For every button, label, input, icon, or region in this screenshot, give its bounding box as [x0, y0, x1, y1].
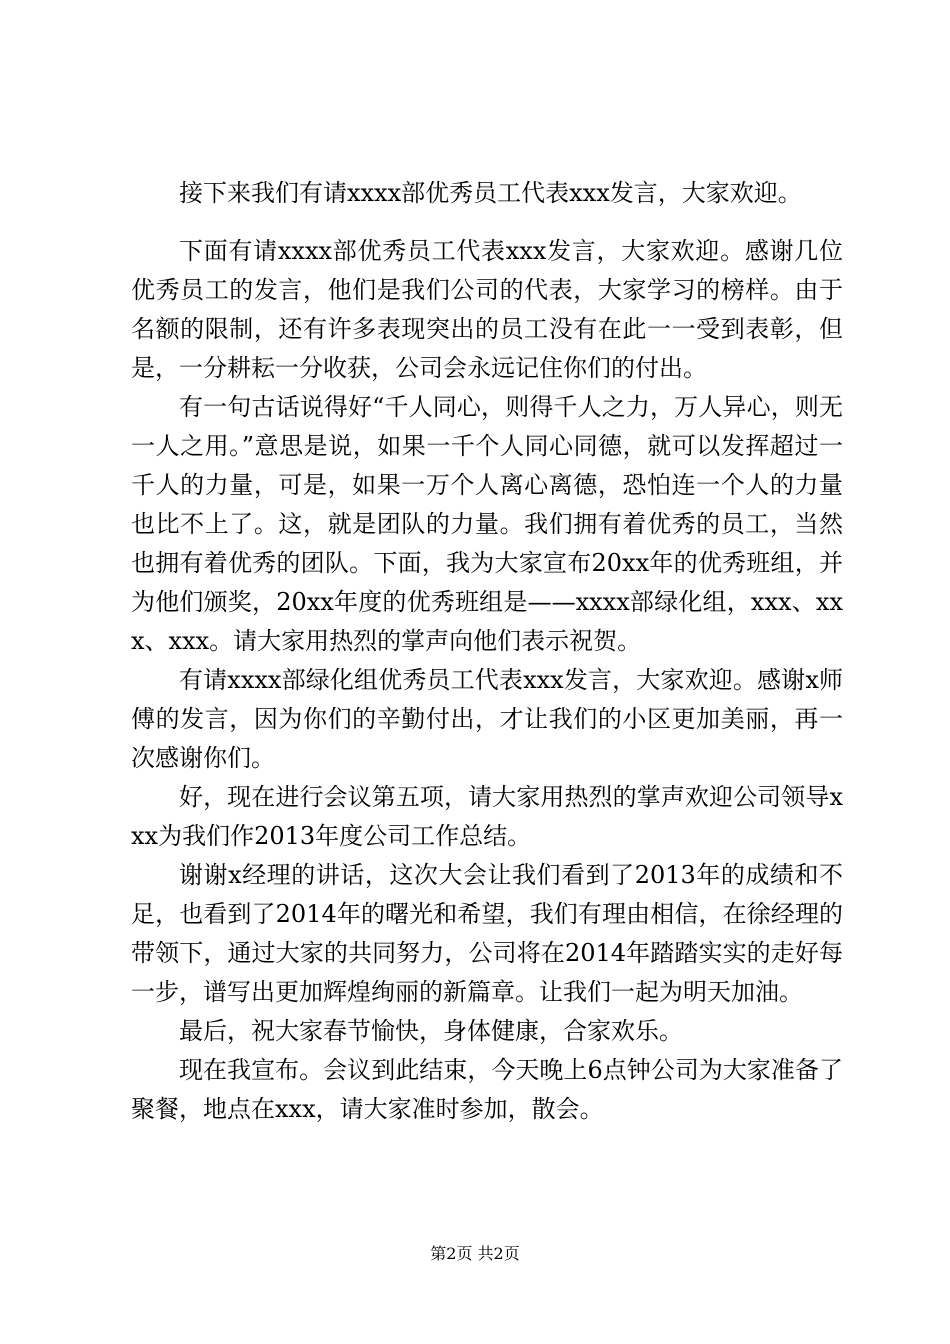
- paragraph: 有请xxxx部绿化组优秀员工代表xxx发言，大家欢迎。感谢x师傅的发言，因为你们的辛勤付出，才让我们的小区更加美丽，再一次感谢你们。: [131, 666, 843, 772]
- opening-line: 接下来我们有请xxxx部优秀员工代表xxx发言，大家欢迎。: [179, 179, 802, 207]
- page-footer: 第2页 共2页: [430, 1244, 520, 1263]
- document-body: [131, 232, 843, 1129]
- paragraph: 最后，祝大家春节愉快，身体健康，合家欢乐。: [179, 1017, 683, 1045]
- paragraph: 有一句古话说得好“千人同心，则得千人之力，万人异心，则无一人之用。”意思是说，如果一千个人同心同德，就可以发挥超过一千人的力量，可是，如果一万个人离心离德，恐怕连一个人的力量也比不上了。这，就是团队的力量。我们拥有着优秀的员工，当然也拥有着优秀的团队。下面，我为大家宣布20xx年的优秀班组，并为他们颁奖，20xx年度的优秀班组是——xxxx部绿化组，xxx、xxx、xxx。请大家用热烈的掌声向他们表示祝贺。: [131, 393, 843, 655]
- paragraph: 下面有请xxxx部优秀员工代表xxx发言，大家欢迎。感谢几位优秀员工的发言，他们是我们公司的代表，大家学习的榜样。由于名额的限制，还有许多表现突出的员工没有在此一一受到表彰，但是，一分耕耘一分收获，公司会永远记住你们的付出。: [131, 237, 843, 382]
- paragraph: 谢谢x经理的讲话，这次大会让我们看到了2013年的成绩和不足，也看到了2014年的曙光和希望，我们有理由相信，在徐经理的带领下，通过大家的共同努力，公司将在2014年踏踏实实的走好每一步，谱写出更加辉煌绚丽的新篇章。让我们一起为明天加油。: [131, 861, 843, 1006]
- paragraph: 现在我宣布。会议到此结束，今天晚上6点钟公司为大家准备了聚餐，地点在xxx，请大家准时参加，散会。: [131, 1056, 843, 1123]
- paragraph: 好，现在进行会议第五项，请大家用热烈的掌声欢迎公司领导xxx为我们作2013年度公司工作总结。: [131, 783, 843, 850]
